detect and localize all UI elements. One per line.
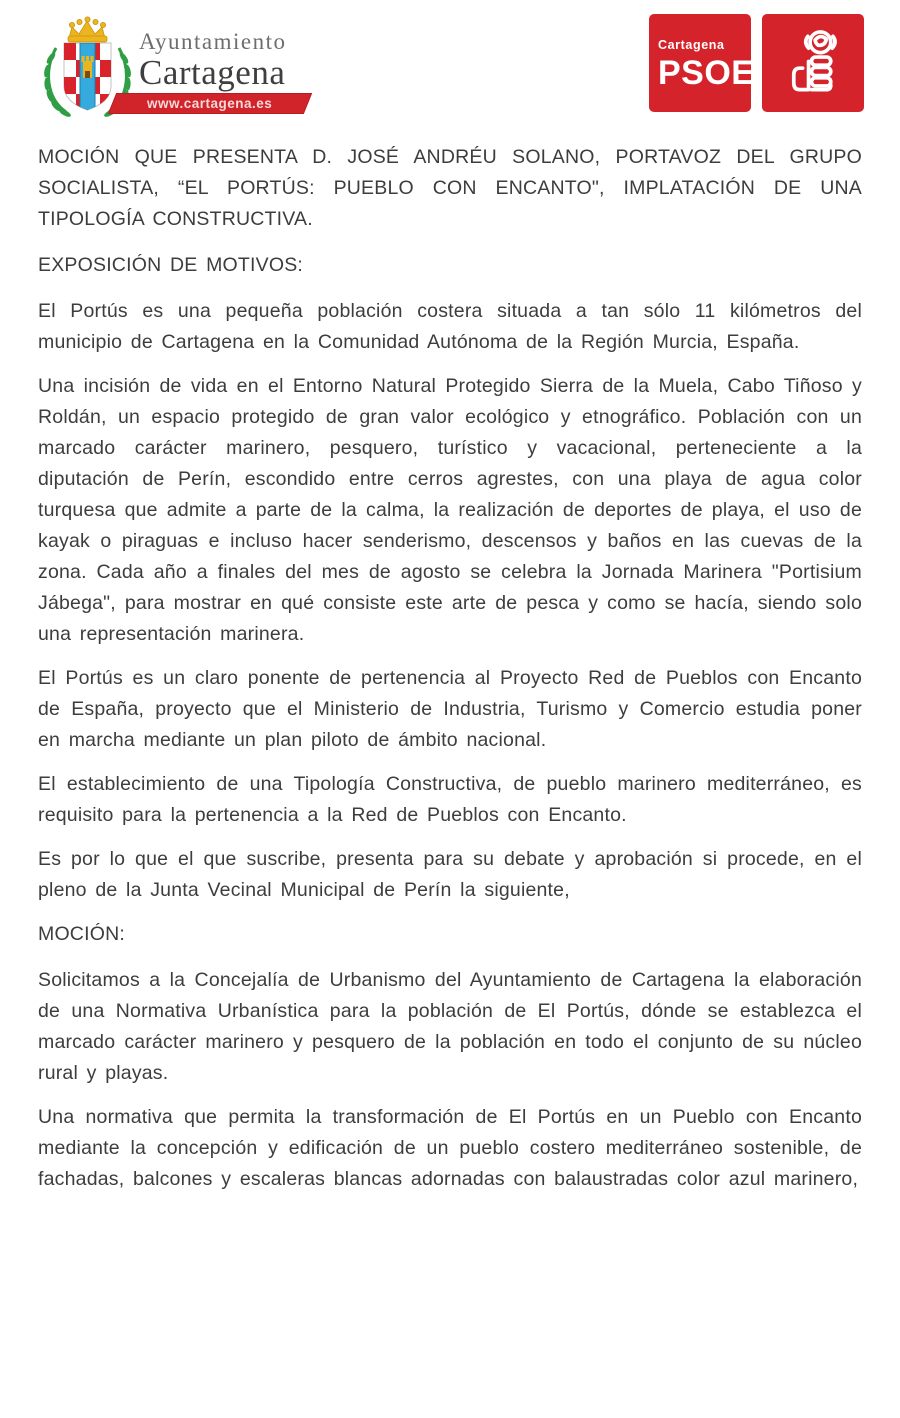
paragraph: Una incisión de vida en el Entorno Natural Protegido Sierra de la Muela, Cabo Tiñoso y Roldán, un espacio protegido de gran valor ecológico y etnográfico. Población con un marcado carácter marinero, pesquero, turístico y vacacional, perteneciente a la diputación de Perín, escondido entre cerros agrestes, con una playa de agua color turquesa que admite a parte de la calma, la realización de deportes de playa, el uso de kayak o piraguas e incluso hacer senderismo, descensos y baños en las cuevas de la zona. Cada año a finales del mes de agosto se celebra la Jornada Marinera "Portisium Jábega", para mostrar en qué consiste este arte de pesca y como se hacía, siendo solo una representación marinera.: [38, 375, 862, 645]
motion-title: MOCIÓN QUE PRESENTA D. JOSÉ ANDRÉU SOLANO, PORTAVOZ DEL GRUPO SOCIALISTA, “EL PORTÚS: PUEBLO CON ENCANTO", IMPLATACIÓN DE UNA TIPOLOGÍA CONSTRUCTIVA.: [38, 146, 862, 230]
header: [0, 0, 900, 111]
paragraph: Una normativa que permita la transformación de El Portús en un Pueblo con Encanto mediante la concepción y edificación de un pueblo costero mediterráneo sostenible, de fachadas, balcones y escaleras blancas adornadas con balaustradas color azul marinero,: [38, 1106, 862, 1190]
psoe-fist-and-rose-icon: [762, 14, 864, 112]
paragraph: Es por lo que el que suscribe, presenta para su debate y aprobación si procede, en el pleno de la Junta Vecinal Municipal de Perín la siguiente,: [38, 848, 862, 901]
psoe-acronym-label: PSOE: [658, 53, 755, 92]
psoe-wordmark: [649, 14, 755, 112]
psoe-city-label: Cartagena: [658, 37, 725, 52]
heading-exposicion-motivos: EXPOSICIÓN DE MOTIVOS:: [38, 254, 304, 276]
cartagena-word: Cartagena: [139, 53, 286, 93]
ayuntamiento-logo: [40, 14, 340, 116]
paragraph: El establecimiento de una Tipología Constructiva, de pueblo marinero mediterráneo, es requisito para la pertenencia a la Red de Pueblos con Encanto.: [38, 773, 862, 826]
paragraph: El Portús es una pequeña población costera situada a tan sólo 11 kilómetros del municipio de Cartagena en la Comunidad Autónoma de la Región Murcia, España.: [38, 300, 862, 353]
heading-mocion: MOCIÓN:: [38, 923, 125, 945]
ayuntamiento-word: Ayuntamiento: [139, 29, 287, 54]
psoe-logo: [649, 14, 864, 112]
paragraph: El Portús es un claro ponente de pertenencia al Proyecto Red de Pueblos con Encanto de España, proyecto que el Ministerio de Industria, Turismo y Comercio estudia poner en marcha mediante un plan piloto de ámbito nacional.: [38, 667, 862, 751]
document-body: [0, 142, 900, 1195]
paragraph: Solicitamos a la Concejalía de Urbanismo del Ayuntamiento de Cartagena la elaboración de una Normativa Urbanística para la población de El Portús, dónde se establezca el marcado carácter marinero y pesquero de la población en todo el conjunto de su núcleo rural y playas.: [38, 969, 862, 1084]
cartagena-url-banner: [108, 93, 312, 114]
ayuntamiento-logo-text: [139, 14, 286, 92]
cartagena-url-text: www.cartagena.es: [147, 96, 273, 111]
